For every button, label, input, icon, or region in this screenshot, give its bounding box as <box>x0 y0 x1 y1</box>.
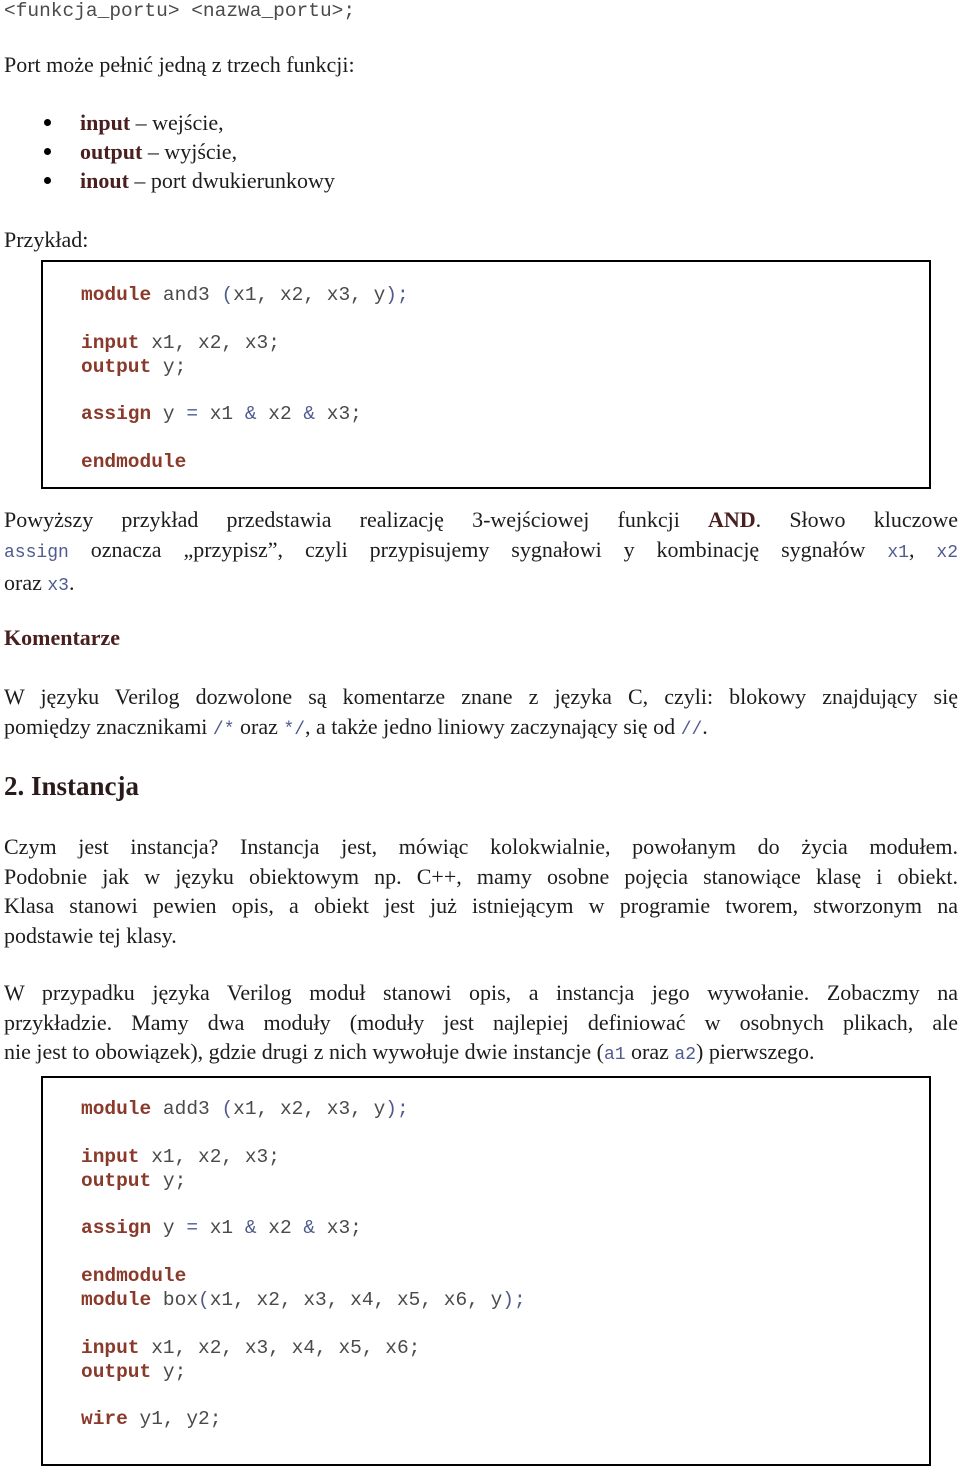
instancja-paragraph-2 <box>4 978 958 1071</box>
code-line: input x1, x2, x3; <box>81 1146 280 1168</box>
code-block-and3 <box>41 260 931 489</box>
code-line: module box(x1, x2, x3, x4, x5, x6, y); <box>81 1289 526 1311</box>
paragraph-line: podstawie tej klasy. <box>4 922 177 948</box>
paragraph-line: assign oznacza „przypisz”, czyli przypisujemy sygnałowi y kombinację sygnałów x1, x2 <box>4 536 958 563</box>
paragraph-line: Podobnie jak w języku obiektowym np. C++, mamy osobne pojęcia stanowiące klasę i obiekt. <box>4 863 958 889</box>
code-line: assign y = x1 & x2 & x3; <box>81 1217 362 1239</box>
instancja-paragraph-1 <box>4 832 958 950</box>
code-line: wire y1, y2; <box>81 1408 222 1430</box>
section-heading-instancja: 2. Instancja <box>4 771 140 801</box>
code-line: output y; <box>81 1361 187 1383</box>
code-line: module and3 (x1, x2, x3, y); <box>81 284 409 306</box>
komentarze-text <box>4 682 958 745</box>
paragraph-line: pomiędzy znacznikami /* oraz */, a także jedno liniowy zaczynający się od //. <box>4 713 708 740</box>
intro-text: Port może pełnić jedną z trzech funkcji: <box>4 52 355 77</box>
code-block-add3-box <box>41 1076 931 1466</box>
paragraph-line: Powyższy przykład przedstawia realizację 3-wejściowej funkcji AND. Słowo kluczowe <box>4 507 958 532</box>
bullet-dot <box>44 177 51 184</box>
paragraph-line: oraz x3. <box>4 570 75 596</box>
code-line: endmodule <box>81 1265 187 1287</box>
code-line: output y; <box>81 356 187 378</box>
port-declaration-syntax: <funkcja_portu> <nazwa_portu>; <box>4 0 356 22</box>
code-line: input x1, x2, x3, x4, x5, x6; <box>81 1337 421 1359</box>
bullet-dot <box>44 119 51 126</box>
assign-description <box>4 505 958 602</box>
code-line: module add3 (x1, x2, x3, y); <box>81 1098 409 1120</box>
list-item: inout – port dwukierunkowy <box>80 168 335 193</box>
paragraph-line: Klasa stanowi pewien opis, a obiekt jest już istniejącym w programie tworem, stworzonym na <box>4 893 958 918</box>
paragraph-line: W języku Verilog dozwolone są komentarze znane z języka C, czyli: blokowy znajdujący się <box>4 684 958 709</box>
list-item: input – wejście, <box>80 110 224 135</box>
code-line: input x1, x2, x3; <box>81 332 280 354</box>
code-line: assign y = x1 & x2 & x3; <box>81 403 362 425</box>
paragraph-line: przykładzie. Mamy dwa moduły (moduły jest najlepiej definiować w osobnych plikach, ale <box>4 1009 958 1035</box>
example-label: Przykład: <box>4 227 89 252</box>
paragraph-line: W przypadku języka Verilog moduł stanowi opis, a instancja jego wywołanie. Zobaczmy na <box>4 980 958 1005</box>
paragraph-line: Czym jest instancja? Instancja jest, mówiąc kolokwialnie, powołanym do życia modułem. <box>4 834 958 859</box>
bullet-dot <box>44 148 51 155</box>
list-item: output – wyjście, <box>80 139 238 164</box>
section-heading-komentarze: Komentarze <box>4 625 121 650</box>
code-line: output y; <box>81 1170 187 1192</box>
code-line: endmodule <box>81 451 187 473</box>
paragraph-line: nie jest to obowiązek), gdzie drugi z nich wywołuje dwie instancje (a1 oraz a2) pierwszego. <box>4 1039 815 1065</box>
